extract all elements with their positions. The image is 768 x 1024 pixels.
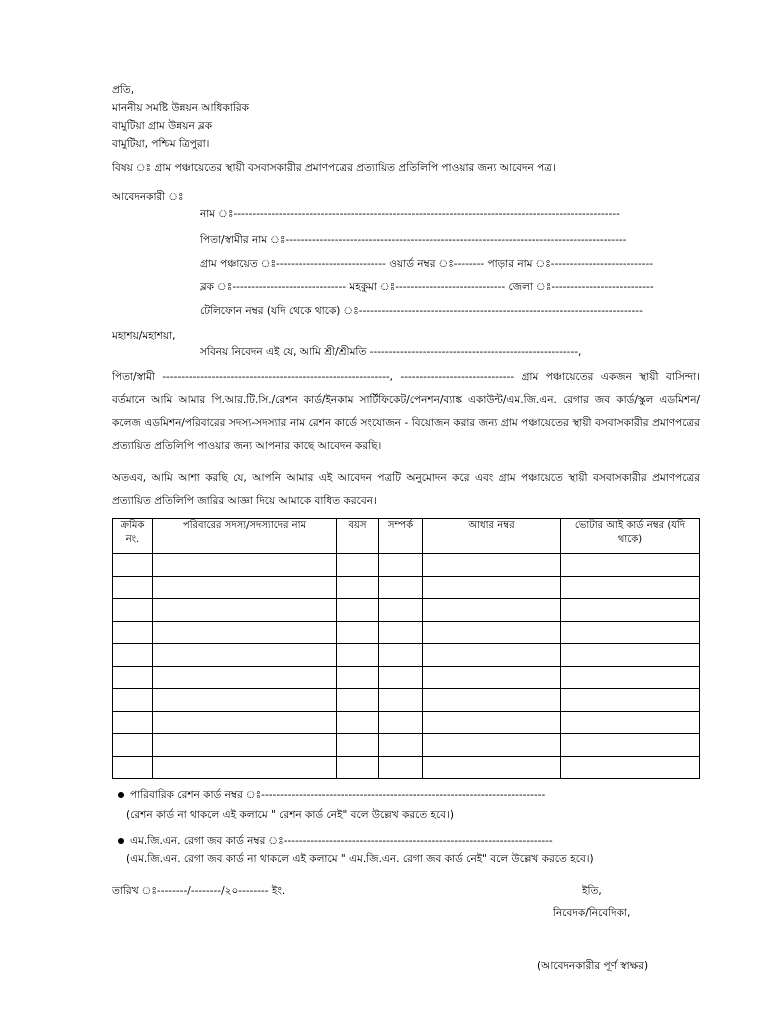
table-row (113, 711, 700, 734)
col-relation-header: সম্পর্ক (379, 519, 423, 554)
table-cell[interactable] (337, 599, 379, 622)
salutation: মহাশয়/মহাশয়া, (112, 330, 176, 342)
table-cell[interactable] (113, 621, 153, 644)
applicant-title: নিবেদক/নিবেদিকা, (553, 907, 631, 919)
mgnrega-card-label: এম.জি.এন. রেগা জব কার্ড নম্বর ঃ----------------------------------------------------------------------- (130, 835, 553, 847)
date-field[interactable]: তারিখ ঃ--------/--------/২০-------- ইং. (112, 885, 286, 897)
table-cell[interactable] (423, 711, 561, 734)
col-name-header: পরিবারের সদস্য/সদস্যাদের নাম (153, 519, 337, 554)
table-cell[interactable] (423, 756, 561, 779)
table-cell[interactable] (337, 644, 379, 667)
table-row (113, 554, 700, 577)
table-cell[interactable] (379, 621, 423, 644)
table-cell[interactable] (379, 666, 423, 689)
table-cell[interactable] (113, 576, 153, 599)
ration-card-field[interactable] (118, 789, 545, 802)
table-cell[interactable] (561, 711, 700, 734)
subject-line: বিষয় ঃ গ্রাম পঞ্চায়েতের স্থায়ী বসবাসকারীর প্রমাণপত্রের প্রত্যায়িত প্রতিলিপি পাওয়ার জন্য আবেদন পত্র। (112, 162, 556, 174)
table-cell[interactable] (337, 734, 379, 757)
table-cell[interactable] (337, 554, 379, 577)
table-cell[interactable] (113, 756, 153, 779)
table-cell[interactable] (379, 734, 423, 757)
table-cell[interactable] (423, 689, 561, 712)
table-cell[interactable] (153, 599, 337, 622)
address-line: বামুটিয়া গ্রাম উন্নয়ন ব্লক (112, 120, 213, 132)
table-cell[interactable] (379, 689, 423, 712)
address-line: বামুটিয়া, পশ্চিম ত্রিপুরা। (112, 138, 210, 150)
table-cell[interactable] (153, 666, 337, 689)
table-cell[interactable] (379, 711, 423, 734)
col-aadhaar-header: আধার নম্বর (423, 519, 561, 554)
panchayat-field[interactable]: গ্রাম পঞ্চায়েত ঃ----------------------------- ওয়ার্ড নম্বর ঃ-------- পাড়ার নাম ঃ--------------------------- (200, 258, 654, 270)
table-cell[interactable] (423, 734, 561, 757)
request-first-line: সবিনয় নিবেদন এই যে, আমি শ্রী/শ্রীমতি -------------------------------------------------------, (200, 346, 582, 358)
table-cell[interactable] (561, 599, 700, 622)
signature-label: (আবেদনকারীর পূর্ণ স্বাক্ষর) (537, 960, 649, 972)
request-paragraph: পিতা/স্বামী ------------------------------------------------------------, ------------------------------ গ্রাম পঞ্চায়েতের একজন স্থায়ী বাসিন্দা। বর্তমানে আমি আমার পি.আর.টি.সি./রেশন কার্ড/ইনকাম সার্টিফিকেট/পেনশন/ব্যাঙ্ক একাউন্ট/এম.জি.এন. রেগার জব কার্ড/স্কুল এডমিশন/কলেজ এডমিশন/পরিবারের সদস্য-সদস্যার নাম রেশন কার্ডে সংযোজন - বিয়োজন করার জন্য গ্রাম পঞ্চায়েতের স্থায়ী বসবাসকারীর প্রমাণপত্রের প্রত্যায়িত প্রতিলিপি পাওয়ার জন্য আপনার কাছে আবেদন করছি। (112, 371, 700, 452)
table-cell[interactable] (423, 621, 561, 644)
table-cell[interactable] (423, 599, 561, 622)
address-line: প্রতি, (112, 84, 135, 96)
table-cell[interactable] (113, 689, 153, 712)
table-cell[interactable] (379, 756, 423, 779)
table-cell[interactable] (153, 554, 337, 577)
table-row (113, 734, 700, 757)
table-row (113, 756, 700, 779)
table-cell[interactable] (561, 689, 700, 712)
table-row (113, 621, 700, 644)
bullet-icon (118, 792, 124, 798)
table-row (113, 689, 700, 712)
family-members-table (112, 518, 700, 779)
table-cell[interactable] (423, 644, 561, 667)
table-cell[interactable] (561, 621, 700, 644)
table-cell[interactable] (379, 599, 423, 622)
table-cell[interactable] (113, 666, 153, 689)
name-field[interactable]: নাম ঃ------------------------------------------------------------------------------------------------------ (200, 208, 620, 220)
table-cell[interactable] (423, 576, 561, 599)
col-age-header: বয়স (337, 519, 379, 554)
table-row (113, 599, 700, 622)
table-row (113, 644, 700, 667)
closing-iti: ইতি, (582, 885, 602, 897)
table-cell[interactable] (153, 644, 337, 667)
mgnrega-card-field[interactable] (118, 835, 553, 848)
table-cell[interactable] (337, 756, 379, 779)
table-cell[interactable] (113, 599, 153, 622)
table-cell[interactable] (113, 554, 153, 577)
recipient-address (112, 84, 249, 156)
table-cell[interactable] (337, 576, 379, 599)
table-header-row (113, 519, 700, 554)
table-cell[interactable] (337, 621, 379, 644)
table-cell[interactable] (337, 666, 379, 689)
table-cell[interactable] (337, 711, 379, 734)
phone-field[interactable]: টেলিফোন নম্বর (যদি থেকে থাকে) ঃ--------------------------------------------------------------------------- (200, 305, 643, 317)
ration-card-note: (রেশন কার্ড না থাকলে এই কলামে " রেশন কার্ড নেই" বলে উল্লেখ করতে হবে।) (126, 809, 454, 821)
closing-paragraph: অতএব, আমি আশা করছি যে, আপনি আমার এই আবেদন পত্রটি অনুমোদন করে এবং গ্রাম পঞ্চায়েতে স্থায়ী বসবাসকারীর প্রমাণপত্রের প্রত্যায়িত প্রতিলিপি জারির আজ্ঞা দিয়ে আমাকে বাধিত করবেন। (112, 472, 700, 507)
table-cell[interactable] (561, 554, 700, 577)
applicant-label: আবেদনকারী ঃ (112, 191, 184, 203)
table-cell[interactable] (379, 644, 423, 667)
table-cell[interactable] (113, 711, 153, 734)
table-cell[interactable] (153, 711, 337, 734)
mgnrega-card-note: (এম.জি.এন. রেগা জব কার্ড না থাকলে এই কলামে " এম.জি.এন. রেগা জব কার্ড নেই" বলে উল্লেখ করতে হবে।) (126, 853, 594, 865)
table-cell[interactable] (153, 734, 337, 757)
table-row (113, 576, 700, 599)
table-cell[interactable] (153, 576, 337, 599)
address-line: মাননীয় সমষ্টি উন্নয়ন আধিকারিক (112, 102, 249, 114)
ration-card-label: পারিবারিক রেশন কার্ড নম্বর ঃ--------------------------------------------------------------------------- (130, 789, 546, 801)
table-cell[interactable] (153, 689, 337, 712)
table-row (113, 666, 700, 689)
table-cell[interactable] (337, 689, 379, 712)
table-cell[interactable] (423, 666, 561, 689)
table-cell[interactable] (153, 756, 337, 779)
table-cell[interactable] (113, 734, 153, 757)
table-cell[interactable] (423, 554, 561, 577)
table-cell[interactable] (561, 734, 700, 757)
table-cell[interactable] (561, 576, 700, 599)
table-cell[interactable] (561, 666, 700, 689)
table-cell[interactable] (561, 644, 700, 667)
col-serial-header: ক্রমিক নং. (113, 519, 153, 554)
table-cell[interactable] (379, 576, 423, 599)
block-field[interactable]: ব্লক ঃ------------------------------ মহকুমা ঃ----------------------------- জেলা ঃ--------------------------- (200, 281, 654, 293)
col-voter-id-header: ভোটার আই কার্ড নম্বর (যদি থাকে) (561, 519, 700, 554)
table-cell[interactable] (379, 554, 423, 577)
father-field[interactable]: পিতা/স্বামীর নাম ঃ------------------------------------------------------------------------------------------ (200, 234, 627, 246)
table-cell[interactable] (561, 756, 700, 779)
bullet-icon (118, 838, 124, 844)
table-cell[interactable] (153, 621, 337, 644)
table-cell[interactable] (113, 644, 153, 667)
